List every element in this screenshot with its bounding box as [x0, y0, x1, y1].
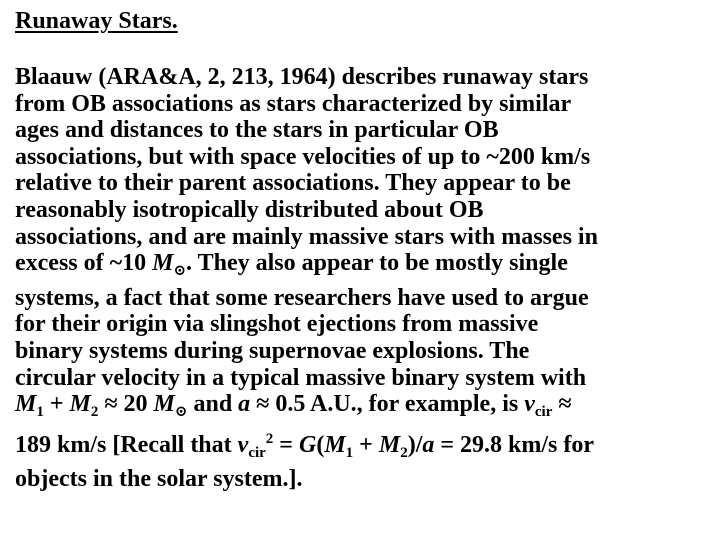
math-mass-symbol: M — [378, 431, 401, 458]
text-segment: = — [273, 431, 299, 458]
text-line: Blaauw (ARA&A, 2, 213, 1964) describes runaway stars — [15, 64, 589, 90]
text-segment: ≈ — [552, 391, 572, 418]
text-segment: . They also appear to be mostly single — [186, 250, 568, 277]
math-gravity-symbol: G — [298, 431, 317, 458]
math-velocity-symbol: v — [237, 431, 249, 458]
text-line: circular velocity in a typical massive binary system with — [15, 364, 587, 391]
math-subscript: cir — [248, 444, 266, 461]
math-mass-symbol: M — [153, 391, 175, 418]
text-segment: excess of ~10 — [15, 250, 153, 277]
page-title: Runaway Stars. — [15, 8, 178, 34]
math-superscript: 2 — [265, 430, 274, 447]
solar-mass-symbol: ⊙ — [173, 263, 187, 280]
solar-mass-symbol: ⊙ — [174, 404, 188, 421]
math-subscript: 2 — [400, 444, 408, 461]
math-subscript: 2 — [90, 404, 99, 421]
math-subscript: cir — [534, 404, 553, 421]
math-subscript: 1 — [345, 444, 354, 461]
text-line — [15, 426, 710, 467]
text-segment: ( — [316, 431, 325, 458]
text-line: binary systems during supernovae explosions. The — [15, 337, 530, 364]
text-segment: and — [187, 391, 239, 418]
text-line: ages and distances to the stars in particular OB — [15, 117, 499, 144]
text-segment: + — [353, 431, 379, 458]
body-paragraph — [15, 64, 710, 493]
math-subscript: 1 — [36, 404, 44, 421]
text-line: associations, and are mainly massive stars with masses in — [15, 223, 598, 250]
text-line: objects in the solar system.]. — [15, 466, 303, 493]
math-mass-symbol: M — [324, 431, 346, 458]
math-mass-symbol: M — [15, 391, 37, 418]
text-segment: ≈ 0.5 A.U., for example, is — [250, 391, 525, 418]
math-velocity-symbol: v — [524, 391, 535, 418]
text-segment: + — [43, 391, 70, 418]
text-line: for their origin via slingshot ejections from massive — [15, 311, 539, 338]
math-mass-symbol: M — [69, 391, 91, 418]
text-line: associations, but with space velocities of up to ~200 km/s — [15, 143, 591, 170]
text-line: from OB associations as stars characterized by similar — [15, 90, 572, 117]
text-line — [15, 250, 710, 285]
text-segment: = 29.8 km/s for — [434, 431, 595, 458]
text-segment: )/ — [407, 431, 423, 458]
text-segment: 189 km/s [Recall that — [15, 431, 238, 458]
text-line: reasonably isotropically distributed about OB — [15, 196, 484, 223]
math-semimajor-axis: a — [422, 431, 435, 458]
math-semimajor-axis: a — [238, 391, 251, 418]
text-line: systems, a fact that some researchers have used to argue — [15, 284, 589, 311]
text-line — [15, 391, 710, 426]
math-mass-symbol: M — [152, 250, 174, 277]
text-line: relative to their parent associations. They appear to be — [15, 170, 571, 197]
text-segment: ≈ 20 — [98, 391, 154, 418]
